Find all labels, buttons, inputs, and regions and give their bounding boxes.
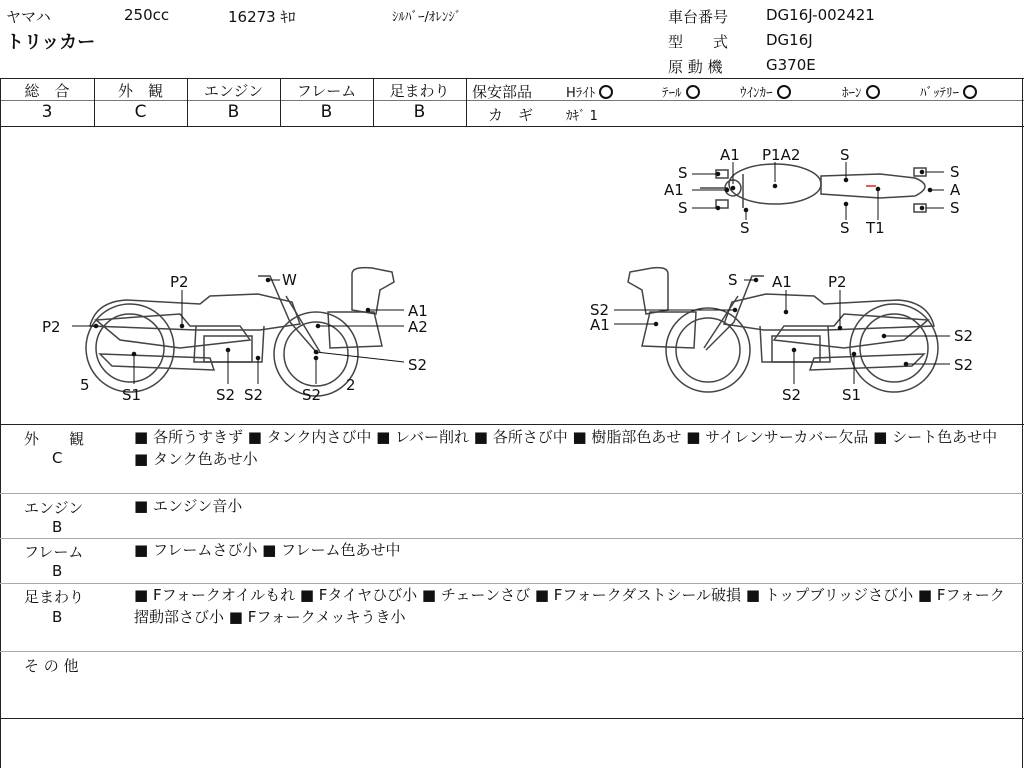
right-label-s2: S2: [782, 386, 802, 404]
grade-label-total: 総 合: [24, 82, 70, 100]
safety-label: 保安部品: [472, 83, 533, 101]
maker: ヤマハ: [6, 8, 51, 26]
right-label-p2: P2: [828, 273, 847, 291]
left-label-5: 5: [80, 376, 90, 394]
ok-circle-icon: [686, 85, 700, 99]
grade-value-suspension: B: [413, 102, 426, 122]
section-grade: B: [52, 562, 63, 580]
top-label-s: S: [840, 219, 850, 237]
top-label-a1: A1: [720, 146, 740, 164]
grade-value-total: 3: [41, 102, 53, 122]
left-label-w: W: [282, 271, 297, 289]
key-label: カ ギ: [488, 106, 534, 124]
type-value: DG16J: [766, 31, 813, 49]
top-label-a: A: [950, 181, 961, 199]
safety-item-battery: ﾊﾞｯﾃﾘｰ: [920, 82, 977, 101]
right-label-s: S: [728, 271, 738, 289]
section-label: 外 観: [24, 430, 85, 448]
grade-label-frame: フレーム: [296, 82, 357, 100]
model-name: トリッカー: [6, 32, 96, 53]
top-label-s: S: [840, 146, 850, 164]
grade-label-engine: エンジン: [203, 82, 264, 100]
section-text: ■ エンジン音小: [134, 497, 243, 515]
chassis-value: DG16J-002421: [766, 6, 875, 24]
section-text: ■ 各所うすきず ■ タンク内さび中 ■ レバー削れ ■ 各所さび中 ■ 樹脂部色あせ ■ サイレンサーカバー欠品 ■ シート色あせ中 ■ タンク色あせ小: [134, 428, 998, 468]
ok-circle-icon: [599, 85, 613, 99]
left-label-2: 2: [346, 376, 356, 394]
right-label-s1: S1: [842, 386, 862, 404]
left-label-s2: S2: [408, 356, 428, 374]
left-label-p2: P2: [42, 318, 61, 336]
right-label-a1: A1: [772, 273, 792, 291]
left-label-s2: S2: [216, 386, 236, 404]
safety-item-horn: ﾎｰﾝ: [842, 82, 880, 101]
top-label-a1: A1: [664, 181, 684, 199]
top-label-s: S: [950, 163, 960, 181]
left-label-p2: P2: [170, 273, 189, 291]
section-text: ■ フレームさび小 ■ フレーム色あせ中: [134, 541, 401, 559]
grade-label-exterior: 外 観: [117, 82, 163, 100]
top-label-s: S: [950, 199, 960, 217]
section-grade: B: [52, 608, 63, 626]
top-label-s: S: [678, 199, 688, 217]
top-label-s: S: [740, 219, 750, 237]
grade-label-suspension: 足まわり: [389, 82, 450, 100]
left-label-a2: A2: [408, 318, 428, 336]
ok-circle-icon: [777, 85, 791, 99]
right-label-a1: A1: [590, 316, 610, 334]
engine-value: G370E: [766, 56, 816, 74]
displacement: 250cc: [124, 6, 170, 24]
right-label-s2: S2: [590, 301, 610, 319]
safety-item-tail: ﾃｰﾙ: [662, 82, 700, 101]
left-label-s1: S1: [122, 386, 142, 404]
left-label-s2: S2: [244, 386, 264, 404]
ok-circle-icon: [866, 85, 880, 99]
section-label: エンジン: [24, 499, 84, 517]
key-value: ｶｷﾞ 1: [566, 109, 598, 124]
left-label-a1: A1: [408, 302, 428, 320]
left-label-s2: S2: [302, 386, 322, 404]
grade-value-frame: B: [320, 102, 333, 122]
safety-item-winker: ｳｲﾝｶｰ: [740, 82, 791, 101]
top-label-s: S: [678, 164, 688, 182]
chassis-label: 車台番号: [668, 8, 729, 26]
section-label: 足まわり: [24, 588, 85, 606]
color: ｼﾙﾊﾞｰ/ｵﾚﾝｼﾞ: [392, 10, 462, 25]
section-grade: B: [52, 518, 63, 536]
section-label: そ の 他: [24, 657, 79, 675]
right-label-s2: S2: [954, 356, 974, 374]
ok-circle-icon: [963, 85, 977, 99]
type-label: 型 式: [668, 33, 729, 51]
grade-value-engine: B: [227, 102, 240, 122]
section-text: ■ Fフォークオイルもれ ■ Fタイヤひび小 ■ チェーンさび ■ Fフォークダストシール破損 ■ トップブリッジさび小 ■ Fフォーク摺動部さび小 ■ Fフォークメッキうき小: [134, 586, 1005, 626]
grade-value-exterior: C: [134, 102, 147, 122]
safety-item-headlight: Hﾗｲﾄ: [566, 82, 613, 101]
right-label-s2: S2: [954, 327, 974, 345]
top-label-t1: T1: [866, 219, 885, 237]
top-label-p1a2: P1A2: [762, 146, 801, 164]
section-label: フレーム: [24, 543, 84, 561]
mileage: 16273 ｷﾛ: [228, 8, 296, 26]
section-grade: C: [52, 449, 63, 467]
damage-diagram: [0, 126, 1024, 426]
engine-label: 原 動 機: [668, 58, 723, 76]
